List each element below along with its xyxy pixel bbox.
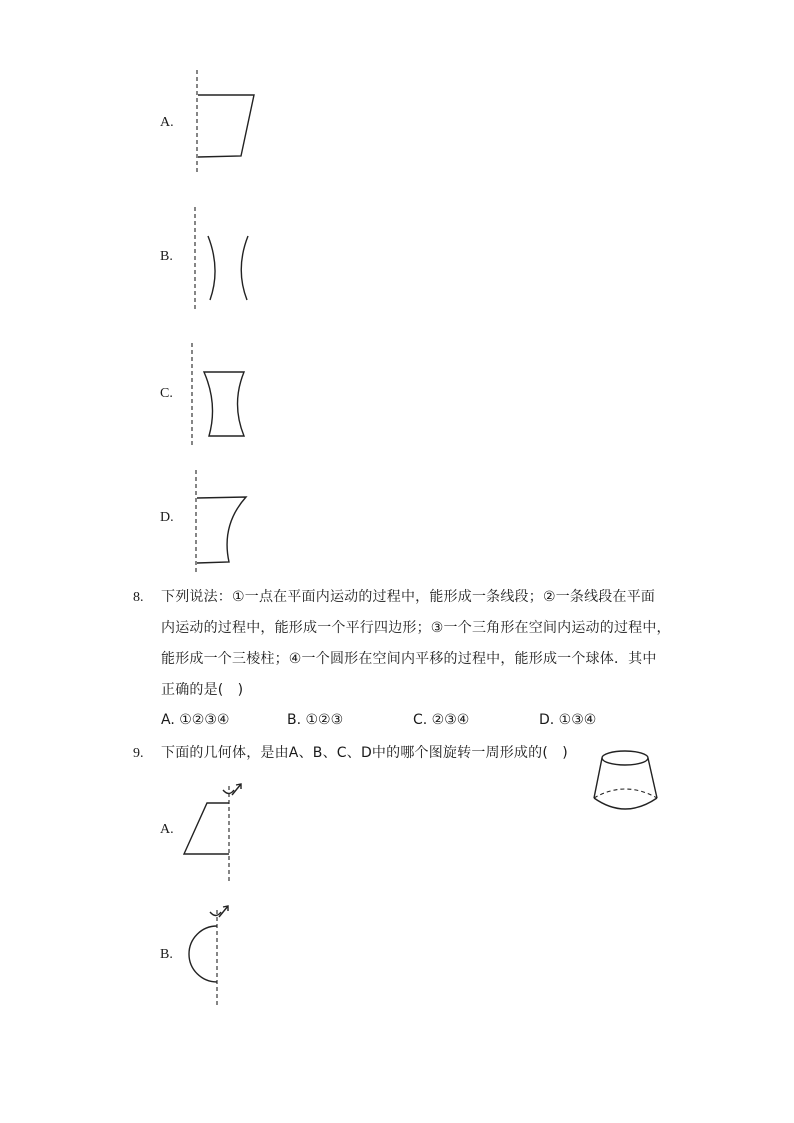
q9-stem: 下面的几何体，是由A、B、C、D中的哪个图旋转一周形成的( ) — [161, 745, 568, 761]
q7-option-b-label: B. — [160, 249, 173, 264]
q7-option-d-label: D. — [160, 510, 174, 525]
q8-line-4: 正确的是( ) — [161, 682, 244, 698]
q8-line-3: 能形成一个三棱柱；④一个圆形在空间内平移的过程中，能形成一个球体．其中 — [161, 651, 657, 667]
q8-line-2: 内运动的过程中，能形成一个平行四边形；③一个三角形在空间内运动的过程中， — [161, 620, 671, 636]
q9-option-a-label: A. — [160, 822, 174, 837]
q8-choice-a[interactable]: A. ①②③④ — [161, 712, 230, 728]
q7-option-c-label: C. — [160, 386, 173, 401]
q8-number: 8. — [133, 590, 144, 605]
q8-line-1: 下列说法：①一点在平面内运动的过程中，能形成一条线段；②一条线段在平面 — [161, 589, 656, 605]
q8-choice-c[interactable]: C. ②③④ — [413, 712, 470, 728]
q8-choice-d[interactable]: D. ①③④ — [539, 712, 597, 728]
q9-number: 9. — [133, 746, 144, 761]
q7-option-a-label: A. — [160, 115, 174, 130]
q8-choice-b[interactable]: B. ①②③ — [287, 712, 344, 728]
q9-option-b-label: B. — [160, 947, 173, 962]
